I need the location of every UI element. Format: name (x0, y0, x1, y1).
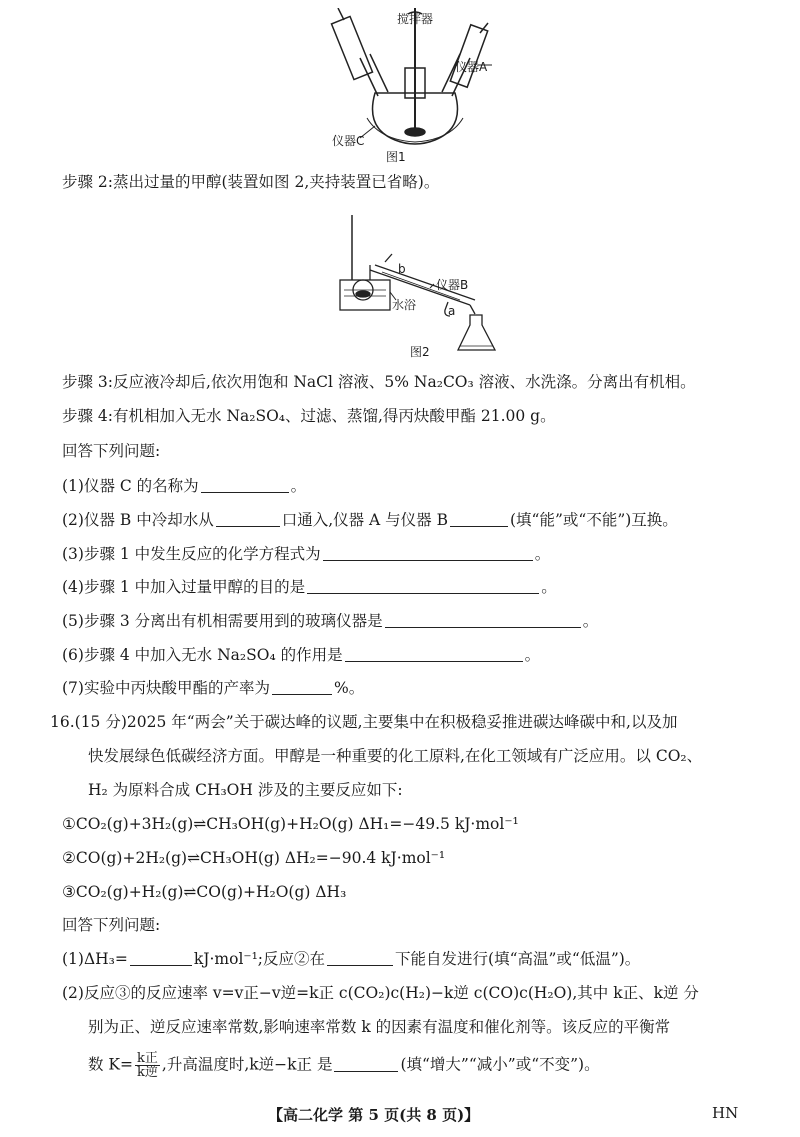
answer-blank[interactable] (327, 950, 393, 966)
answer-blank[interactable] (450, 511, 508, 527)
fraction-numerator: k正 (137, 1051, 158, 1066)
step-3: 步骤 3:反应液冷却后,依次用饱和 NaCl 溶液、5% Na₂CO₃ 溶液、水洗涤。分离出有机相。 (62, 373, 696, 391)
q16-1: (1)ΔH₃= kJ·mol⁻¹;反应②在 下能自发进行(填“高温”或“低温”)。 (62, 950, 641, 968)
reaction-1: ①CO₂(g)+3H₂(g)⇌CH₃OH(g)+H₂O(g) ΔH₁=−49.5 kJ·mol⁻¹ (62, 815, 519, 833)
answer-blank[interactable] (385, 612, 581, 628)
answer-blank[interactable] (323, 545, 533, 561)
reaction-2: ②CO(g)+2H₂(g)⇌CH₃OH(g) ΔH₂=−90.4 kJ·mol⁻¹ (62, 849, 446, 867)
instrument-c-label: 仪器C (332, 134, 365, 148)
water-bath-label: 水浴 (392, 298, 417, 312)
fraction-denominator: k逆 (137, 1065, 158, 1080)
q15-7: (7)实验中丙炔酸甲酯的产率为 %。 (62, 679, 365, 697)
answer-blank[interactable] (216, 511, 280, 527)
q16-2-line-1: (2)反应③的反应速率 v=v正−v逆=k正 c(CO₂)c(H₂)−k逆 c(CO)c(H₂O),其中 k正、k逆 分 (62, 984, 699, 1002)
q16-2-line-3: 数 K= $\frac{\text{k正}}{\text{k逆}}$ ,升高温度时,k逆−k正 是 (填“增大”“减小”或“不变”)。 (88, 1051, 600, 1080)
figure-1-caption: 图1 (386, 150, 406, 164)
stirrer-label: 搅拌器 (397, 12, 434, 26)
q15-2: (2)仪器 B 中冷却水从 口通入,仪器 A 与仪器 B (填“能”或“不能”)互换。 (62, 511, 678, 529)
answer-blank[interactable] (345, 646, 523, 662)
step-4: 步骤 4:有机相加入无水 Na₂SO₄、过滤、蒸馏,得丙炔酸甲酯 21.00 g。 (62, 407, 556, 425)
answer-blank[interactable] (130, 950, 192, 966)
figure-2-apparatus (330, 210, 510, 360)
q15-4: (4)步骤 1 中加入过量甲醇的目的是 。 (62, 578, 557, 596)
inlet-a-label: a (448, 304, 456, 318)
footer-region-code: HN (712, 1104, 739, 1122)
step-2: 步骤 2:蒸出过量的甲醇(装置如图 2,夹持装置已省略)。 (62, 173, 440, 191)
instrument-a-label: 仪器A (455, 60, 488, 74)
q15-1: (1)仪器 C 的名称为 。 (62, 477, 307, 495)
q16-line-3: H₂ 为原料合成 CH₃OH 涉及的主要反应如下: (88, 781, 403, 799)
q15-intro: 回答下列问题: (62, 442, 161, 460)
q15-3: (3)步骤 1 中发生反应的化学方程式为 。 (62, 545, 551, 563)
answer-blank[interactable] (201, 477, 289, 493)
reaction-3: ③CO₂(g)+H₂(g)⇌CO(g)+H₂O(g) ΔH₃ (62, 883, 347, 901)
q15-6: (6)步骤 4 中加入无水 Na₂SO₄ 的作用是 。 (62, 646, 541, 664)
answer-blank[interactable] (307, 578, 539, 594)
inlet-b-label: b (398, 262, 406, 276)
q16-2-line-2: 别为正、逆反应速率常数,影响速率常数 k 的因素有温度和催化剂等。该反应的平衡常 (88, 1018, 671, 1036)
answer-blank[interactable] (334, 1056, 398, 1072)
footer-page-info: 【高二化学 第 5 页(共 8 页)】 (268, 1106, 480, 1124)
q16-line-1: 16.(15 分)2025 年“两会”关于碳达峰的议题,主要集中在积极稳妥推进碳达峰碳中和,以及加 (50, 713, 678, 731)
q16-line-2: 快发展绿色低碳经济方面。甲醇是一种重要的化工原料,在化工领域有广泛应用。以 CO₂、 (88, 747, 703, 765)
instrument-b-label: 仪器B (436, 278, 469, 292)
figure-2-caption: 图2 (410, 345, 430, 359)
equilibrium-fraction (135, 1052, 160, 1079)
q15-5: (5)步骤 3 分离出有机相需要用到的玻璃仪器是 。 (62, 612, 599, 630)
q16-intro: 回答下列问题: (62, 916, 161, 934)
answer-blank[interactable] (272, 679, 332, 695)
